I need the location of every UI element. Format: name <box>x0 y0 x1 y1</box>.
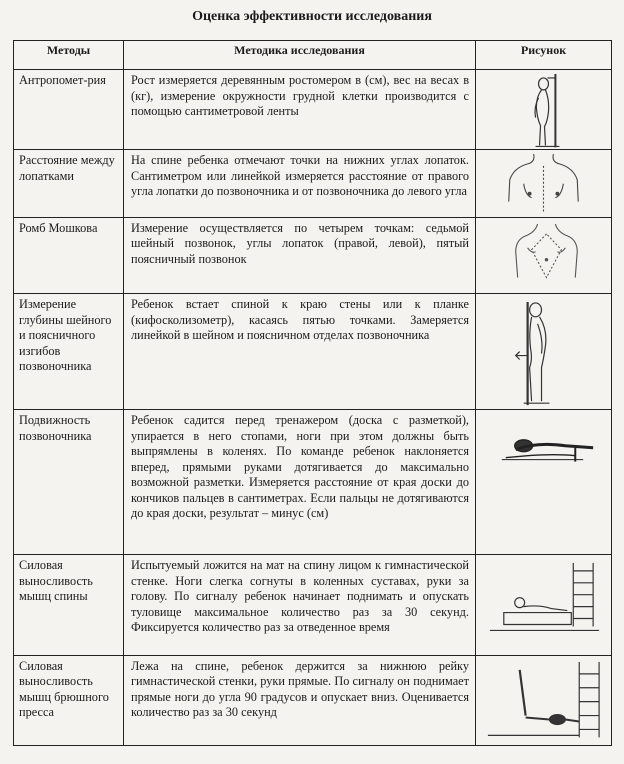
method-cell: Измерение глубины шейного и поясничного изгибов позвоночника <box>14 294 124 410</box>
technique-cell: Ребенок встает спиной к краю стены или к планке (кифосколизометр), касаясь пятью точками. Замеряется линейкой в шейном и поясничном отделах позвоночника <box>124 294 476 410</box>
page-title: Оценка эффективности исследования <box>192 9 432 24</box>
standing-child-height-icon <box>476 70 611 149</box>
figure-cell <box>476 70 612 150</box>
figure-cell <box>476 217 612 293</box>
table-row <box>14 294 612 410</box>
technique-cell: Рост измеряется деревянным ростомером в (см), вес на весах в (кг), измерение окружности грудной клетки производится с помощью сантиметровой ленты <box>124 70 476 150</box>
method-cell: Расстояние между лопатками <box>14 150 124 218</box>
seated-forward-bend-icon <box>476 410 611 554</box>
figure-cell <box>476 150 612 218</box>
column-header-figure: Рисунок <box>476 41 612 70</box>
table-row <box>14 555 612 655</box>
table-row <box>14 217 612 293</box>
table-header-row <box>14 41 612 70</box>
technique-cell: Ребенок садится перед тренажером (доска с разметкой), упирается в него стопами, ноги при этом должны быть выпрямлены в коленях. По команде ребенок наклоняется вперед, прямыми руками дотягивается до максимально возможной разметки. Измеряется расстояние от края доски до кончиков пальцев в сантиметрах. Если пальцы не дотягиваются до края доски, результат – минус (см) <box>124 410 476 555</box>
column-header-method: Методы <box>14 41 124 70</box>
table-row <box>14 655 612 745</box>
technique-cell: Измерение осуществляется по четырем точкам: седьмой шейный позвонок, углы лопаток (правой, левой), пятый поясничный позвонок <box>124 217 476 293</box>
technique-cell: Лежа на спине, ребенок держится за нижнюю рейку гимнастической стенки, руки прямые. По сигналу он поднимает прямые ноги до угла 90 градусов и опускает вниз. Оценивается количество раз за 30 секунд <box>124 655 476 745</box>
child-at-wall-icon <box>476 294 611 409</box>
child-back-icon <box>476 150 611 217</box>
method-cell: Силовая выносливость мышц брюшного пресса <box>14 655 124 745</box>
method-cell: Антропомет-рия <box>14 70 124 150</box>
method-cell: Подвижность позвоночника <box>14 410 124 555</box>
technique-cell: На спине ребенка отмечают точки на нижних углах лопаток. Сантиметром или линейкой измеряется расстояние от правого угла лопатки до позвоночника и от позвоночника до левого угла <box>124 150 476 218</box>
figure-cell <box>476 410 612 555</box>
table-row <box>14 70 612 150</box>
method-cell: Ромб Мошкова <box>14 217 124 293</box>
method-cell: Силовая выносливость мышц спины <box>14 555 124 655</box>
column-header-technique: Методика исследования <box>124 41 476 70</box>
figure-cell <box>476 555 612 655</box>
figure-cell <box>476 655 612 745</box>
figure-cell <box>476 294 612 410</box>
table-row <box>14 150 612 218</box>
methods-table <box>13 40 612 746</box>
torso-rhombus-icon <box>476 218 611 293</box>
technique-cell: Испытуемый ложится на мат на спину лицом к гимнастической стенке. Ноги слегка согнуты в коленных суставах, руки за голову. По сигналу ребенок начинает поднимать и опускать туловище максимальное количество раз за 30 секунд. Фиксируется количество раз за отведенное время <box>124 555 476 655</box>
table-row <box>14 410 612 555</box>
leg-raise-wall-bars-icon <box>476 656 611 745</box>
back-extension-wall-bars-icon <box>476 555 611 654</box>
